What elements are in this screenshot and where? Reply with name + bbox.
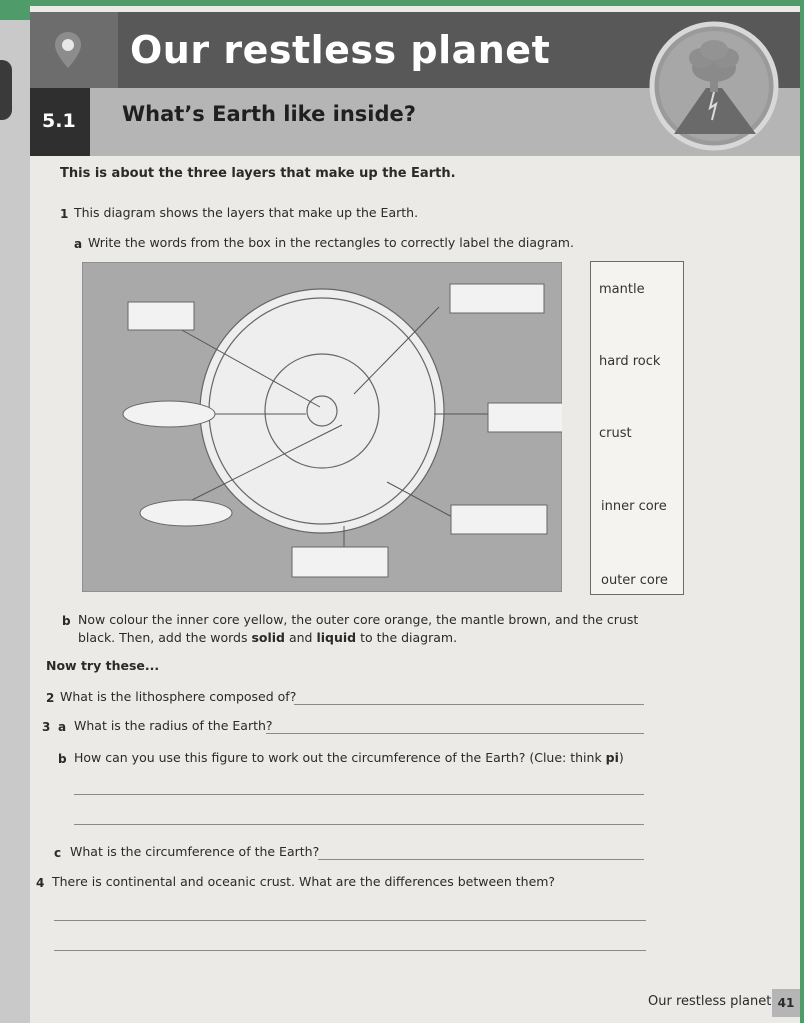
- volcano-badge-icon: [644, 16, 784, 156]
- q2-answer-line: [294, 704, 644, 705]
- word-solid: solid: [251, 630, 285, 645]
- q4-text: There is continental and oceanic crust. What are the differences between them?: [52, 874, 556, 889]
- label-box-bottom-right: [451, 505, 547, 534]
- now-try-heading: Now try these...: [46, 658, 160, 673]
- footer-title: Our restless planet: [648, 994, 772, 1009]
- label-oval-bottom-left: [140, 500, 232, 526]
- word-crust: crust: [599, 426, 632, 441]
- word-inner-core: inner core: [601, 499, 667, 514]
- q1b-line1: Now colour the inner core yellow, the outer core orange, the mantle brown, and the crust: [78, 612, 639, 627]
- q2-number: 2: [46, 691, 55, 705]
- q1a-text: Write the words from the box in the rectangles to correctly label the diagram.: [88, 235, 574, 250]
- q3a-answer-line: [266, 733, 644, 734]
- earth-inner-core-circle: [307, 396, 337, 426]
- q4-answer-line-2: [54, 950, 646, 951]
- word-liquid: liquid: [316, 630, 357, 645]
- q1b-line2: black. Then, add the words solid and liquid to the diagram.: [78, 630, 458, 645]
- q1b-label: b: [62, 614, 71, 628]
- q3b-answer-line-1: [74, 794, 644, 795]
- left-page-tab: [0, 60, 12, 120]
- word-box: [590, 261, 684, 595]
- label-box-right: [488, 403, 562, 432]
- earth-layers-diagram: [82, 262, 562, 592]
- worksheet-page: [30, 6, 800, 1023]
- page-number: 41: [772, 989, 800, 1017]
- label-box-top-left: [128, 302, 194, 330]
- intro-text: This is about the three layers that make up the Earth.: [60, 166, 456, 181]
- q3a-label: a: [58, 720, 67, 734]
- q3a-text: What is the radius of the Earth?: [74, 718, 273, 733]
- q3b-answer-line-2: [74, 824, 644, 825]
- q3c-answer-line: [318, 859, 644, 860]
- q4-number: 4: [36, 876, 45, 890]
- q3-number: 3: [42, 720, 51, 734]
- chapter-title: Our restless planet: [130, 28, 551, 72]
- word-mantle: mantle: [599, 282, 645, 297]
- q2-text: What is the lithosphere composed of?: [60, 689, 297, 704]
- q3b-text: How can you use this figure to work out the circumference of the Earth? (Clue: think pi): [74, 750, 624, 765]
- q1-text: This diagram shows the layers that make up the Earth.: [74, 205, 419, 220]
- q1a-label: a: [74, 237, 83, 251]
- q3c-label: c: [54, 846, 62, 860]
- location-pin-icon: [52, 30, 84, 70]
- q4-answer-line-1: [54, 920, 646, 921]
- section-number: 5.1: [42, 110, 76, 132]
- label-oval-left: [123, 401, 215, 427]
- word-pi: pi: [605, 750, 619, 765]
- label-box-top-right: [450, 284, 544, 313]
- word-hard-rock: hard rock: [599, 354, 661, 369]
- left-page-edge: [0, 20, 30, 1023]
- q1-number: 1: [60, 207, 69, 221]
- section-title: What’s Earth like inside?: [122, 102, 416, 126]
- word-outer-core: outer core: [601, 573, 668, 588]
- q3c-text: What is the circumference of the Earth?: [70, 844, 320, 859]
- q3b-label: b: [58, 752, 67, 766]
- label-box-bottom: [292, 547, 388, 577]
